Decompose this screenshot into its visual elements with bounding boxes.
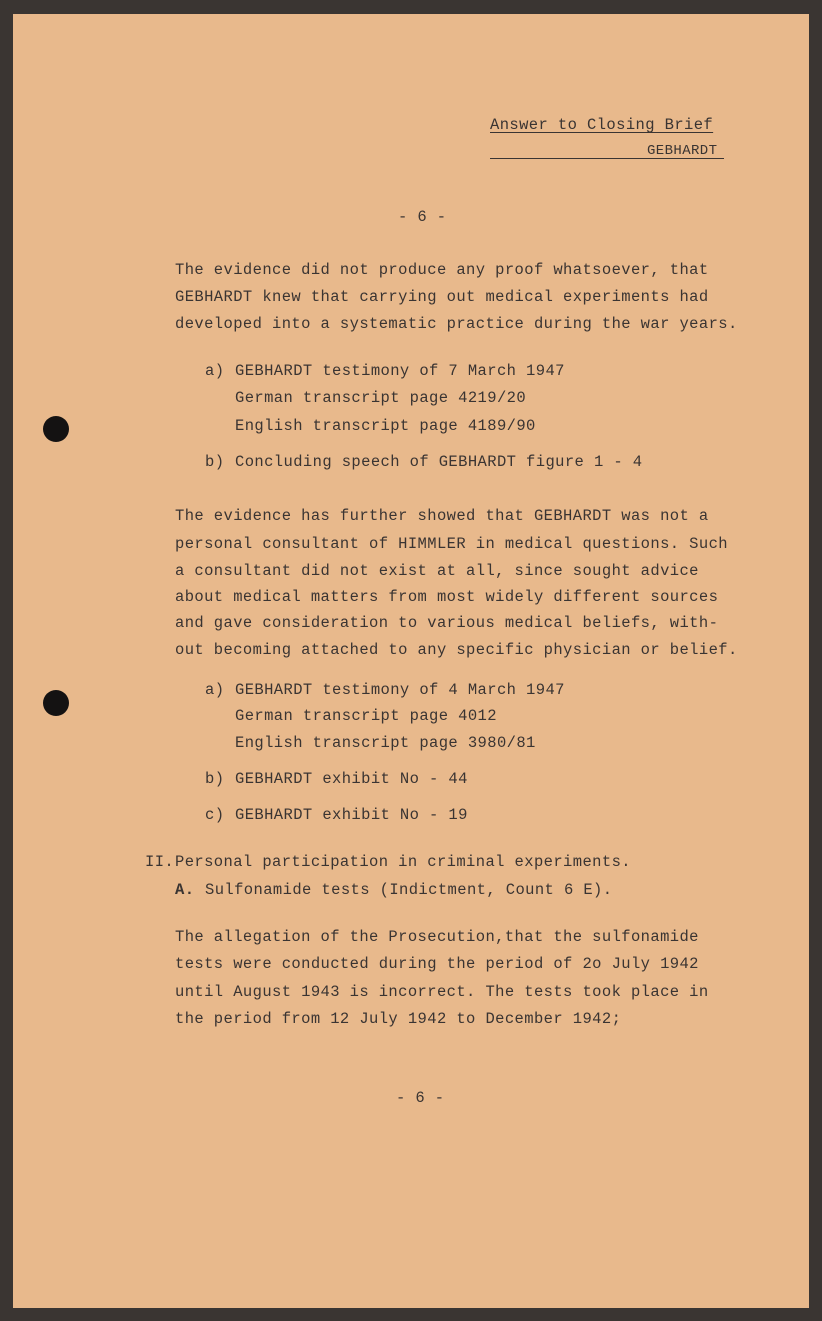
- para2-line-6: out becoming attached to any specific physician or belief.: [175, 641, 738, 659]
- list1-a-line-1: GEBHARDT testimony of 7 March 1947: [235, 362, 565, 380]
- punch-hole-bottom: [43, 690, 69, 716]
- list1-a-line-2: German transcript page 4219/20: [235, 389, 527, 407]
- header-name: GEBHARDT: [647, 143, 718, 159]
- list2-b-marker: b): [205, 770, 225, 788]
- para2-line-5: and gave consideration to various medical beliefs, with-: [175, 614, 719, 632]
- list1-b-marker: b): [205, 453, 225, 471]
- list2-a-line-2: German transcript page 4012: [235, 707, 497, 725]
- para1-line-2: GEBHARDT knew that carrying out medical experiments had: [175, 288, 709, 306]
- list2-a-line-1: GEBHARDT testimony of 4 March 1947: [235, 681, 565, 699]
- list2-a-line-3: English transcript page 3980/81: [235, 734, 536, 752]
- page-number-bottom: - 6 -: [396, 1089, 445, 1107]
- section-heading: Personal participation in criminal experiments.: [175, 853, 631, 871]
- para1-line-3: developed into a systematic practice during the war years.: [175, 315, 738, 333]
- subsection-marker: A.: [175, 881, 195, 899]
- para1-line-1: The evidence did not produce any proof whatsoever, that: [175, 261, 709, 279]
- para3-line-3: until August 1943 is incorrect. The tests took place in: [175, 983, 709, 1001]
- section-number: II.: [145, 853, 175, 871]
- subsection-heading: Sulfonamide tests (Indictment, Count 6 E).: [205, 881, 613, 899]
- list2-c-marker: c): [205, 806, 225, 824]
- para2-line-1: The evidence has further showed that GEBHARDT was not a: [175, 507, 709, 525]
- para3-line-2: tests were conducted during the period of 2o July 1942: [175, 955, 699, 973]
- para3-line-4: the period from 12 July 1942 to December 1942;: [175, 1010, 622, 1028]
- para2-line-2: personal consultant of HIMMLER in medical questions. Such: [175, 535, 728, 553]
- header-title: Answer to Closing Brief: [490, 116, 714, 134]
- para2-line-4: about medical matters from most widely different sources: [175, 588, 719, 606]
- list1-a-marker: a): [205, 362, 225, 380]
- page-number-top: - 6 -: [398, 208, 447, 226]
- punch-hole-top: [43, 416, 69, 442]
- list1-b-text: Concluding speech of GEBHARDT figure 1 - 4: [235, 453, 643, 471]
- list1-a-line-3: English transcript page 4189/90: [235, 417, 536, 435]
- document-page: [13, 14, 809, 1308]
- para2-line-3: a consultant did not exist at all, since sought advice: [175, 562, 699, 580]
- para3-line-1: The allegation of the Prosecution,that the sulfonamide: [175, 928, 699, 946]
- list2-c-text: GEBHARDT exhibit No - 19: [235, 806, 468, 824]
- list2-a-marker: a): [205, 681, 225, 699]
- list2-b-text: GEBHARDT exhibit No - 44: [235, 770, 468, 788]
